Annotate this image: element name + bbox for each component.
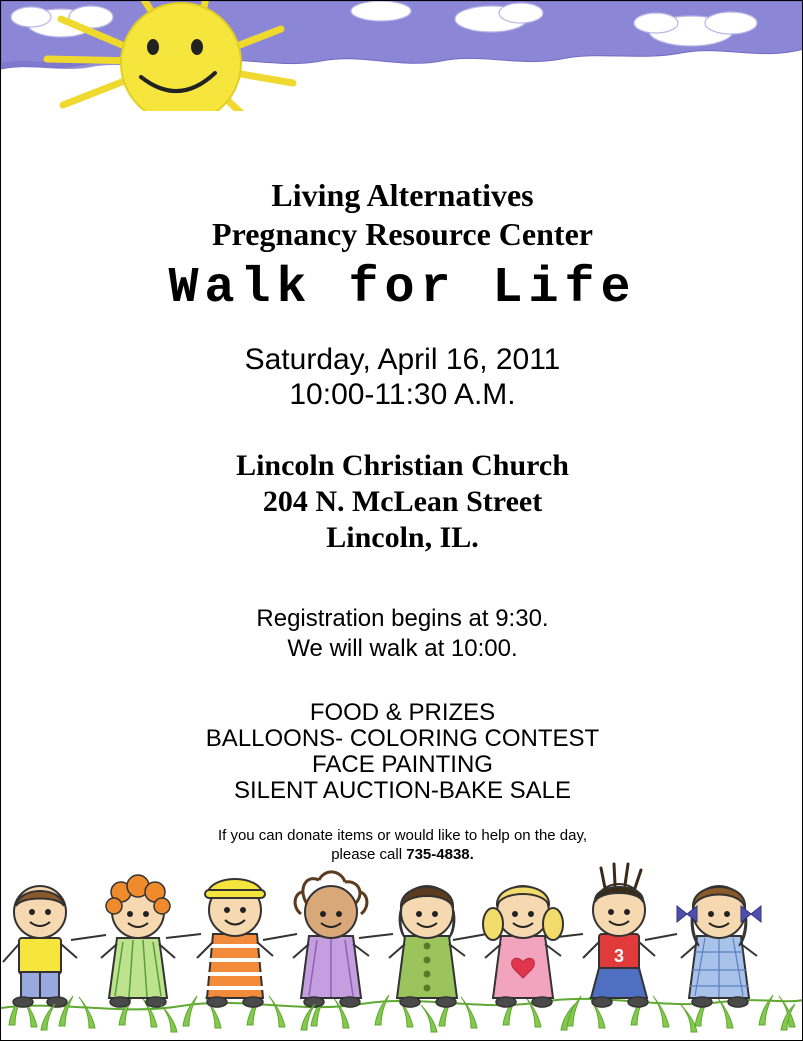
venue-block <box>1 448 803 556</box>
kid-figure <box>389 886 465 1007</box>
organization-line-2: Pregnancy Resource Center <box>212 216 593 252</box>
svg-text:3: 3 <box>613 946 625 966</box>
kid-figure <box>293 872 369 1007</box>
registration-block <box>1 604 803 664</box>
venue-street: 204 N. McLean Street <box>262 485 543 518</box>
kid-figure <box>677 886 761 1007</box>
event-title: Walk for Life <box>168 260 637 317</box>
kid-figure <box>197 879 273 1007</box>
kid-figure <box>583 864 655 1007</box>
event-time: 10:00-11:30 A.M. <box>289 378 516 411</box>
kid-figure <box>101 875 175 1007</box>
venue-name: Lincoln Christian Church <box>236 449 569 482</box>
donate-call-prefix: please call <box>331 846 407 863</box>
activity-item: BALLOONS- COLORING CONTEST <box>205 725 600 752</box>
donate-line-1: If you can donate items or would like to help on the day, <box>217 827 588 844</box>
registration-line-2: We will walk at 10:00. <box>287 635 518 662</box>
event-date: Saturday, April 16, 2011 <box>244 343 561 376</box>
date-time-block <box>1 342 803 412</box>
kid-figure <box>3 886 77 1007</box>
activity-item: FACE PAINTING <box>312 751 493 778</box>
activity-item: FOOD & PRIZES <box>309 699 496 726</box>
organization-line-1: Living Alternatives <box>271 177 534 213</box>
activity-item: SILENT AUCTION-BAKE SALE <box>234 777 571 804</box>
flyer-text-content <box>1 176 803 864</box>
registration-line-1: Registration begins at 9:30. <box>256 605 549 632</box>
donate-phone-number: 735-4838. <box>406 846 474 863</box>
activities-list <box>1 700 803 804</box>
children-illustration <box>1 830 803 1040</box>
venue-city: Lincoln, IL. <box>326 521 479 554</box>
kid-figure <box>483 886 563 1007</box>
sky-banner-illustration <box>1 1 803 111</box>
